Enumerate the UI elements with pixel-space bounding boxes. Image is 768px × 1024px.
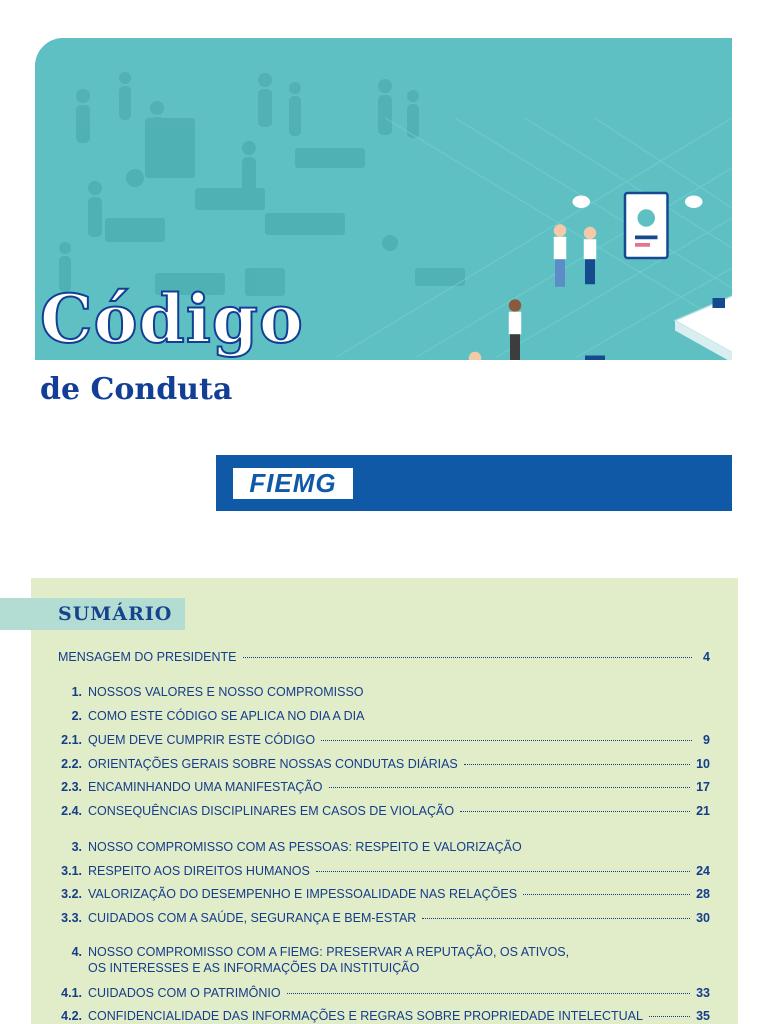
fiemg-logo (233, 468, 353, 499)
toc-item-label: CONFIDENCIALIDADE DAS INFORMAÇÕES E REGRAS SOBRE PROPRIEDADE INTELECTUAL (88, 1009, 643, 1023)
toc-item-number: 3. (71, 840, 82, 854)
toc-item-number: 2. (71, 709, 82, 723)
toc-item[interactable] (58, 684, 710, 700)
toc-item-number: 3.2. (61, 887, 82, 901)
toc-item[interactable] (58, 732, 710, 748)
toc-item-page: 33 (696, 986, 710, 1000)
toc-item-number: 3.1. (61, 864, 82, 878)
toc-item-number: 2.4. (61, 804, 82, 818)
toc-item-label: NOSSOS VALORES E NOSSO COMPROMISSO (88, 685, 364, 699)
brand-band (216, 455, 732, 511)
toc-item-label: COMO ESTE CÓDIGO SE APLICA NO DIA A DIA (88, 709, 365, 723)
toc-item-page: 4 (703, 650, 710, 664)
document-subtitle: de Conduta (40, 372, 233, 407)
toc-item-number: 3.3. (61, 911, 82, 925)
toc-leader-dots (464, 764, 690, 765)
toc-item-label: CUIDADOS COM O PATRIMÔNIO (88, 986, 281, 1000)
toc-leader-dots (422, 918, 690, 919)
toc-item-page: 21 (696, 804, 710, 818)
toc-item-number: 2.2. (61, 757, 82, 771)
toc-item-number: 4.1. (61, 986, 82, 1000)
toc-leader-dots (321, 740, 692, 741)
toc-item-label: ENCAMINHANDO UMA MANIFESTAÇÃO (88, 780, 323, 794)
brand-name: FIEMG (249, 468, 337, 498)
toc-leader-dots (316, 871, 690, 872)
toc-item-label: VALORIZAÇÃO DO DESEMPENHO E IMPESSOALIDADE NAS RELAÇÕES (88, 887, 518, 901)
toc-item-number: 1. (71, 685, 82, 699)
toc-item[interactable] (58, 985, 710, 1001)
meeting-table (675, 283, 732, 360)
toc-item-label: NOSSO COMPROMISSO COM A FIEMG: PRESERVAR A REPUTAÇÃO, OS ATIVOS, OS INTERESSES E AS INFORMAÇÕES DA INSTITUIÇÃO (88, 945, 570, 975)
toc-item-label: QUEM DEVE CUMPRIR ESTE CÓDIGO (88, 733, 316, 747)
toc-leader-dots (523, 894, 690, 895)
toc-item-page: 35 (696, 1009, 710, 1023)
toc-item[interactable] (58, 886, 710, 902)
toc-item[interactable] (58, 649, 710, 665)
toc-item-label: RESPEITO AOS DIREITOS HUMANOS (88, 864, 310, 878)
toc-item-page: 28 (696, 887, 710, 901)
toc-item-label: MENSAGEM DO PRESIDENTE (58, 650, 237, 664)
toc-leader-dots (287, 993, 690, 994)
toc-item-page: 10 (696, 757, 710, 771)
toc-item-label: CONSEQUÊNCIAS DISCIPLINARES EM CASOS DE VIOLAÇÃO (88, 804, 455, 818)
toc-item-number: 4.2. (61, 1009, 82, 1023)
toc-leader-dots (460, 811, 690, 812)
toc-item[interactable] (58, 708, 710, 724)
toc-item-page: 17 (696, 780, 710, 794)
office-scene-illustration (325, 158, 732, 360)
toc-item[interactable] (58, 1008, 710, 1024)
document-title: Código (40, 280, 304, 358)
toc-item-number: 4. (71, 945, 82, 959)
toc-leader-dots (243, 657, 693, 658)
toc-item-page: 30 (696, 911, 710, 925)
toc-item[interactable] (58, 910, 710, 926)
toc-leader-dots (329, 787, 691, 788)
toc-item-label: CUIDADOS COM A SAÚDE, SEGURANÇA E BEM-ESTAR (88, 911, 417, 925)
presentation-board-icon (625, 193, 668, 258)
toc-item-label: ORIENTAÇÕES GERAIS SOBRE NOSSAS CONDUTAS DIÁRIAS (88, 757, 458, 771)
toc-heading-label: SUMÁRIO (58, 603, 173, 625)
toc-item[interactable] (58, 944, 710, 976)
toc-item[interactable] (58, 839, 710, 855)
toc-item-page: 24 (696, 864, 710, 878)
toc-item-number: 2.3. (61, 780, 82, 794)
toc-item[interactable] (58, 779, 710, 795)
toc-item-label: NOSSO COMPROMISSO COM AS PESSOAS: RESPEITO E VALORIZAÇÃO (88, 840, 522, 854)
toc-item-page: 9 (703, 733, 710, 747)
toc-item-number: 2.1. (61, 733, 82, 747)
toc-item[interactable] (58, 803, 710, 819)
toc-item[interactable] (58, 863, 710, 879)
toc-heading (0, 598, 185, 630)
toc-leader-dots (649, 1016, 690, 1017)
toc-item[interactable] (58, 756, 710, 772)
